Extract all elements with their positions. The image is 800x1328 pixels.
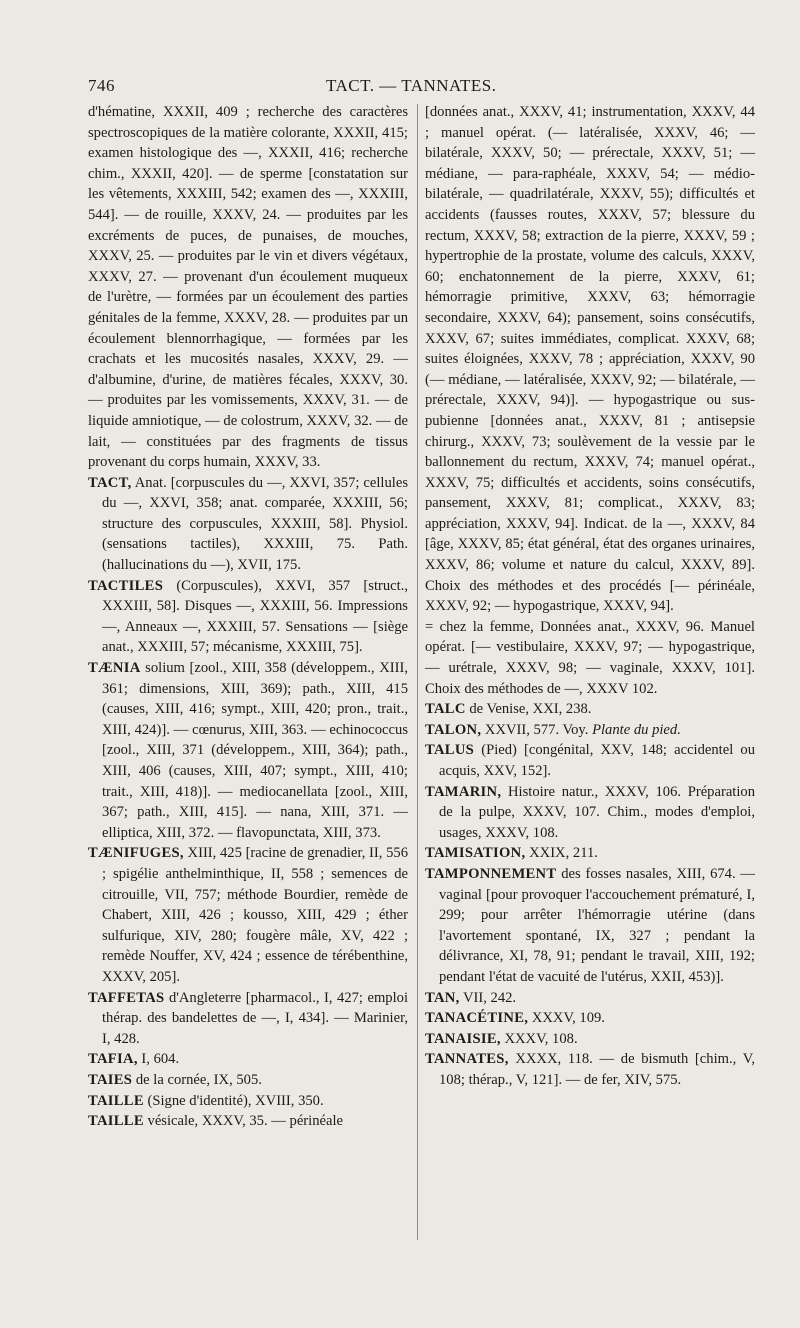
entry-text: VII, 242. xyxy=(459,989,517,1006)
index-entry xyxy=(425,843,755,864)
entry-text: XXIX, 211. xyxy=(525,845,598,862)
entry-text: = chez la femme, Données anat., XXXV, 96. Manuel opérat. [— vestibulaire, XXXV, 97; — hypogastrique, — urétrale, XXXV, 98; — vaginale, XXXV, 101]. Choix des méthodes de —, XXXV 102. xyxy=(425,618,755,697)
index-entry xyxy=(425,1029,755,1050)
entry-headword: TAIES xyxy=(88,1071,133,1088)
entry-continuation xyxy=(425,617,755,699)
entry-headword: TAILLE xyxy=(88,1092,144,1109)
entry-text: Anat. [corpuscules du —, XXVI, 357; cellules du —, XXVI, 358; anat. comparée, XXXIII, 56; structure des corpuscules, XXXIII, 58]. Physiol. (sensations tactiles), XXXIII, 75. Path. (hallucinations du —), XVII, 175. xyxy=(102,474,408,574)
entry-headword: TAFFETAS xyxy=(88,989,165,1006)
entry-headword: TÆNIA xyxy=(88,660,141,677)
entry-text: XIII, 425 [racine de grenadier, II, 556 ; spigélie anthelminthique, II, 558 ; semences de citrouille, VII, 757; méthode Bourdier, remède de Chabert, XIII, 426 ; kousso, XIII, 429 ; éther sulfurique, XIV, 280; fougère mâle, XV, 422 ; remède Nouffer, XV, 424 ; essence de térébenthine, XXXV, 205]. xyxy=(102,845,408,985)
entry-headword: TÆNIFUGES, xyxy=(88,845,184,862)
index-entry xyxy=(425,1049,755,1090)
entry-text: solium [zool., XIII, 358 (développem., XIII, 361; dimensions, XIII, 369); path., XIII, 415 (causes, XIII, 416; sympt., XIII, 420; pron., trait., XIII, 424)]. — cœnurus, XIII, 363. — echinococcus [zool., XIII, 371 (développem., XIII, 364); path., XIII, 406 (causes, XIII, 407; sympt., XIII, 410; trait., XIII, 418)]. — mediocanellata [zool., XIII, 367; path., XIII, 415]. — nana, XIII, 371. — elliptica, XIII, 372. — flavopunctata, XIII, 373. xyxy=(102,660,408,841)
index-entry xyxy=(88,658,408,843)
entry-headword: TAILLE xyxy=(88,1113,144,1130)
entry-headword: TALON, xyxy=(425,721,482,738)
entry-text: (Signe d'identité), XVIII, 350. xyxy=(143,1092,324,1109)
index-entry xyxy=(425,988,755,1009)
running-title: TACT. — TANNATES. xyxy=(326,76,497,95)
page-header xyxy=(88,76,748,100)
entry-cross-reference: Plante du pied. xyxy=(592,721,681,738)
index-entry xyxy=(425,740,755,781)
index-entry xyxy=(88,843,408,987)
entry-headword: TALUS xyxy=(425,742,475,759)
index-entry xyxy=(425,782,755,844)
index-entry xyxy=(88,1091,408,1112)
entry-headword: TALC xyxy=(425,701,466,718)
index-entry xyxy=(88,988,408,1050)
entry-text: de la cornée, IX, 505. xyxy=(132,1071,262,1088)
entry-headword: TACT, xyxy=(88,474,132,491)
entry-text: I, 604. xyxy=(137,1051,180,1068)
entry-headword: TAMARIN, xyxy=(425,783,502,800)
entry-headword: TAFIA, xyxy=(88,1051,138,1068)
right-column xyxy=(425,102,755,1091)
entry-headword: TANACÉTINE, xyxy=(425,1010,529,1027)
entry-text: d'hématine, XXXII, 409 ; recherche des caractères spectroscopiques de la matière colorante, XXXII, 415; examen histologique des —, XXXII, 416; recherche chim., XXXII, 420]. — de sperme [constatation sur les vêtements, XXXIII, 542; examen des —, XXXIII, 544]. — de rouille, XXXV, 24. — produites par les excréments de puces, de punaises, de mouches, XXXV, 25. — produites par le vin et divers végétaux, XXXV, 27. — provenant d'un écoulement muqueux de l'urètre, — formées par un écoulement des parties génitales de la femme, XXXV, 28. — produites par un écoulement blennorrhagique, — formées par les crachats et les mucosités nasales, XXXV, 29. — d'albumine, d'urine, de matières fécales, XXXV, 30. — produites par les vomissements, XXXV, 31. — de liquide amniotique, — de colostrum, XXXV, 32. — de lait, — constituées par des fragments de tissus provenant du corps humain, XXXV, 33. xyxy=(88,104,408,471)
entry-headword: TAMPONNEMENT xyxy=(425,865,557,882)
column-divider xyxy=(417,104,418,1240)
index-entry xyxy=(425,699,755,720)
index-entry xyxy=(425,864,755,988)
entry-text: XXVII, 577. Voy. xyxy=(481,721,593,738)
index-entry xyxy=(88,1070,408,1091)
entry-text: (Corpuscules), XXVI, 357 [struct., XXXIII, 58]. Disques —, XXXIII, 56. Impressions —, Anneaux —, XXXIII, 57. Sensations — [siège anat., XXXIII, 57; mécanisme, XXXIII, 75]. xyxy=(102,577,408,656)
entry-headword: TANNATES, xyxy=(425,1051,509,1068)
index-entry xyxy=(88,1111,408,1132)
entry-text: de Venise, XXI, 238. xyxy=(465,701,592,718)
entry-text: XXXV, 108. xyxy=(500,1030,578,1047)
entry-text: d'Angleterre [pharmacol., I, 427; emploi thérap. des bandelettes de —, I, 434]. — Marinier, I, 428. xyxy=(102,989,408,1047)
index-entry xyxy=(88,1049,408,1070)
page-number: 746 xyxy=(88,76,115,95)
entry-text: (Pied) [congénital, XXV, 148; accidentel ou acquis, XXV, 152]. xyxy=(439,742,755,779)
index-entry xyxy=(425,1008,755,1029)
index-entry xyxy=(425,720,755,741)
entry-text: des fosses nasales, XIII, 674. — vaginal [pour provoquer l'accouchement prématuré, I, 299; pour arrêter l'hémorragie utérine (dans l'avortement spontané, IX, 327 ; pendant la délivrance, XI, 78, 91; pendant le travail, XIII, 192; pendant l'état de vacuité de l'utérus, XXII, 453)]. xyxy=(439,865,755,985)
entry-text: Histoire natur., XXXV, 106. Préparation de la pulpe, XXXV, 107. Chim., modes d'emploi, usages, XXXV, 108. xyxy=(439,783,755,841)
entry-headword: TACTILES xyxy=(88,577,164,594)
index-entry xyxy=(88,473,408,576)
entry-text: [données anat., XXXV, 41; instrumentation, XXXV, 44 ; manuel opérat. (— latéralisée, XXXV, 46; — bilatérale, XXXV, 50; — prérectale, XXXV, 51; — médiane, — para-raphéale, XXXV, 54; — médio-bilatérale, — quadrilatérale, XXXV, 55); difficultés et accidents (fausses routes, XXXV, 57; blessure du rectum, XXXV, 58; extraction de la pierre, XXXV, 59 ; hypertrophie de la prostate, volume des calculs, XXXV, 60; enchatonnement de la pierre, XXXV, 61; hémorragie primitive, XXXV, 63; hémorragie secondaire, XXXV, 64); pansement, soins consécutifs, XXXV, 67; suites immédiates, complicat. XXXV, 68; suites éloignées, XXXV, 78 ; appréciation, XXXV, 90 (— médiane, — latéralisée, XXXV, 92; — bilatérale, — prérectale, XXXV, 94)]. — hypogastrique ou sus-pubienne [données anat., XXXV, 81 ; antisepsie chirurg., XXXV, 73; soulèvement de la vessie par le ballonnement du rectum, XXXV, 74; manuel opérat., XXXV, 75; difficultés et accidents, soins consécutifs, pansement, XXXV, 81; complicat., XXXV, 83; appréciation, XXXV, 94]. Indicat. de la —, XXXV, 84 [âge, XXXV, 85; état général, état des organes urinaires, XXXV, 86; volume et nature du calcul, XXXV, 89]. Choix des méthodes et des procédés [— périnéale, XXXV, 92; — hypogastrique, XXXV, 94]. xyxy=(425,104,755,615)
index-entry xyxy=(88,576,408,658)
entry-continuation xyxy=(425,102,755,617)
entry-text: XXXX, 118. — de bismuth [chim., V, 108; thérap., V, 121]. — de fer, XIV, 575. xyxy=(439,1051,755,1088)
entry-headword: TANAISIE, xyxy=(425,1030,501,1047)
entry-continuation xyxy=(88,102,408,473)
entry-text: vésicale, XXXV, 35. — périnéale xyxy=(143,1113,343,1130)
entry-headword: TAN, xyxy=(425,989,460,1006)
left-column xyxy=(88,102,408,1132)
entry-text: XXXV, 109. xyxy=(528,1010,605,1027)
entry-headword: TAMISATION, xyxy=(425,845,526,862)
